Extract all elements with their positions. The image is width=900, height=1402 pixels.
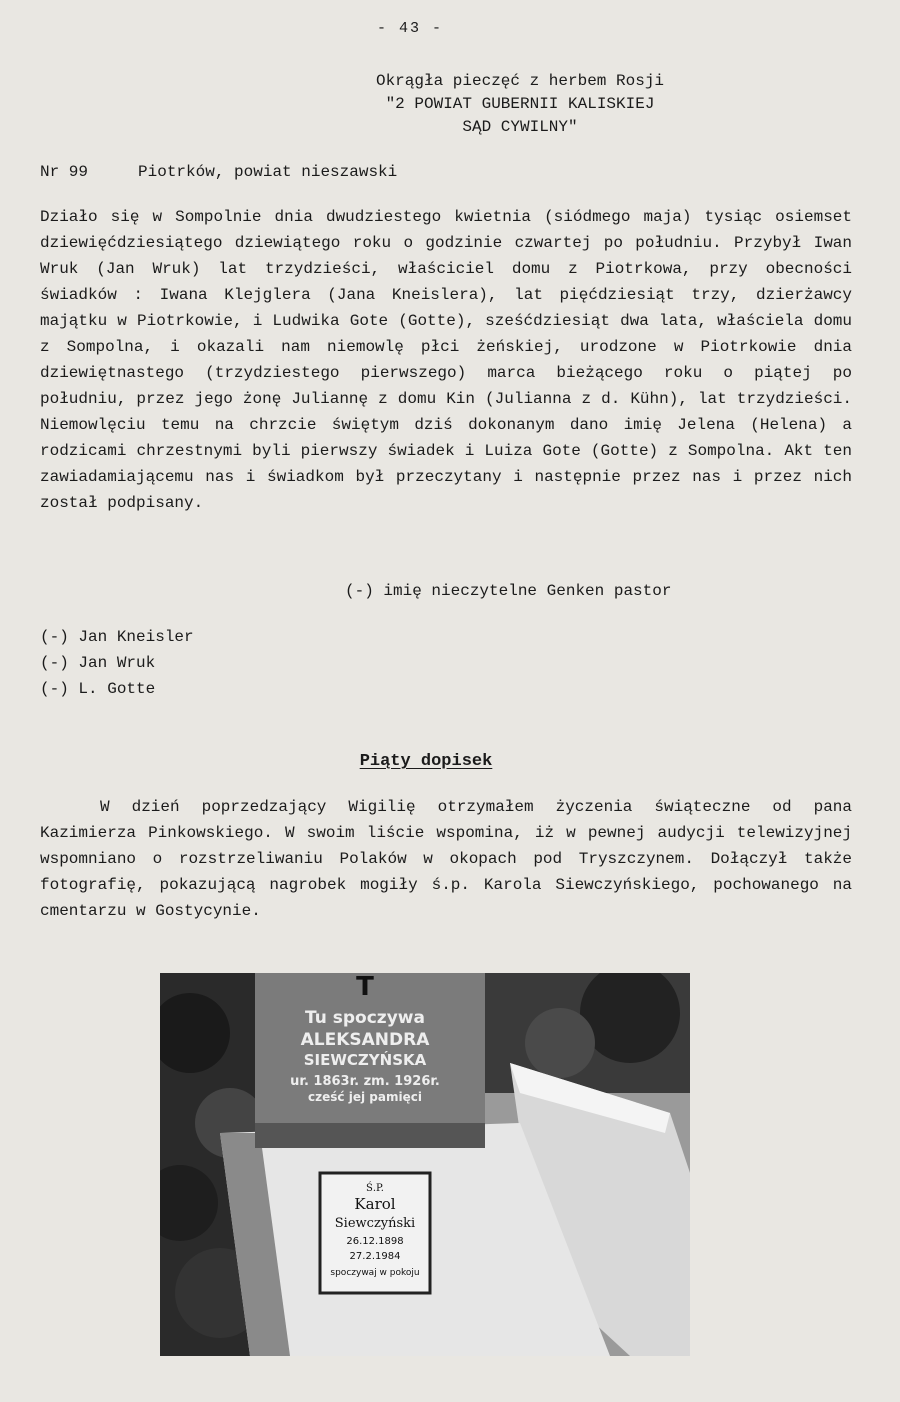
page-number: - 43 -: [376, 20, 443, 37]
seal-description: [320, 70, 720, 139]
record-number: Nr 99: [40, 163, 89, 181]
seal-line: "2 POWIAT GUBERNII KALISKIEJ: [385, 95, 655, 113]
svg-text:T: T: [356, 973, 374, 1002]
record-header: [40, 163, 397, 181]
record-place: Piotrków, powiat nieszawski: [138, 163, 398, 181]
plaque-inscription: Ś.P.: [366, 1183, 384, 1194]
signature-line: (-) Jan Wruk: [40, 654, 156, 672]
plaque-inscription: Karol: [354, 1195, 396, 1213]
plaque-inscription: spoczywaj w pokoju: [330, 1268, 420, 1278]
act-paragraph: Działo się w Sompolnie dnia dwudziestego kwietnia (siódmego maja) tysiąc osiemset dziewięćdziesiątego dziewiątego roku o godzinie czwartej po południu. Przybył Iwan Wruk (Jan Wruk) lat trzydzieści, właściciel domu z Piotrkowa, przy obecności świadków : Iwana Klejglera (Jana Kneislera), lat pięćdziesiąt trzy, dzierżawcy majątku w Piotrkowie, i Ludwika Gote (Gotte), sześćdziesiąt dwa lata, właściela domu z Sompolna, i okazali nam niemowlę płci żeńskiej, urodzone w Piotrkowie dnia dziewiętnastego (trzydziestego pierwszego) marca bieżącego roku o piątej po południu, przez jego żonę Juliannę z domu Kin (Julianna z d. Kühn), lat trzydzieści. Niemowlęciu temu na chrzcie świętym dziś dokonanym dano imię Jelena (Helena) a rodzicami chrzestnymi byli pierwszy świadek i Luiza Gote (Gotte) z Sompolna. Akt ten zawiadamiającemu nas i świadkom był przeczytany i następnie przez nas i przez nich został podpisany.: [40, 208, 852, 512]
stone-inscription: ALEKSANDRA: [300, 1030, 430, 1050]
signature-list: [40, 624, 194, 702]
stone-inscription: SIEWCZYŃSKA: [303, 1051, 427, 1069]
stone-inscription: ur. 1863r. zm. 1926r.: [290, 1074, 440, 1089]
seal-line: Okrągła pieczęć z herbem Rosji: [375, 72, 665, 90]
plaque-inscription: 27.2.1984: [349, 1251, 401, 1262]
section-heading: Piąty dopisek: [359, 752, 493, 771]
signature-line: (-) L. Gotte: [40, 680, 156, 698]
plaque-inscription: Siewczyński: [334, 1216, 416, 1231]
seal-line: SĄD CYWILNY": [462, 118, 578, 136]
section-paragraph: W dzień poprzedzający Wigilię otrzymałem życzenia świąteczne od pana Kazimierza Pinkowskiego. W swoim liście wspomina, iż w pewnej audycji telewizyjnej wspomniano o rozstrzeliwaniu Polaków w okopach pod Tryszczynem. Dołączył także fotografię, pokazującą nagrobek mogiły ś.p. Karola Siewczyńskiego, pochowanego na cmentarzu w Gostycynie.: [40, 798, 852, 920]
priest-signature: (-) imię nieczytelne Genken pastor: [345, 582, 672, 600]
signature-line: (-) Jan Kneisler: [40, 628, 194, 646]
stone-inscription: cześć jej pamięci: [308, 1090, 422, 1104]
gravestone-photo: [160, 973, 690, 1356]
stone-inscription: Tu spoczywa: [305, 1008, 425, 1028]
plaque-inscription: 26.12.1898: [346, 1236, 404, 1247]
